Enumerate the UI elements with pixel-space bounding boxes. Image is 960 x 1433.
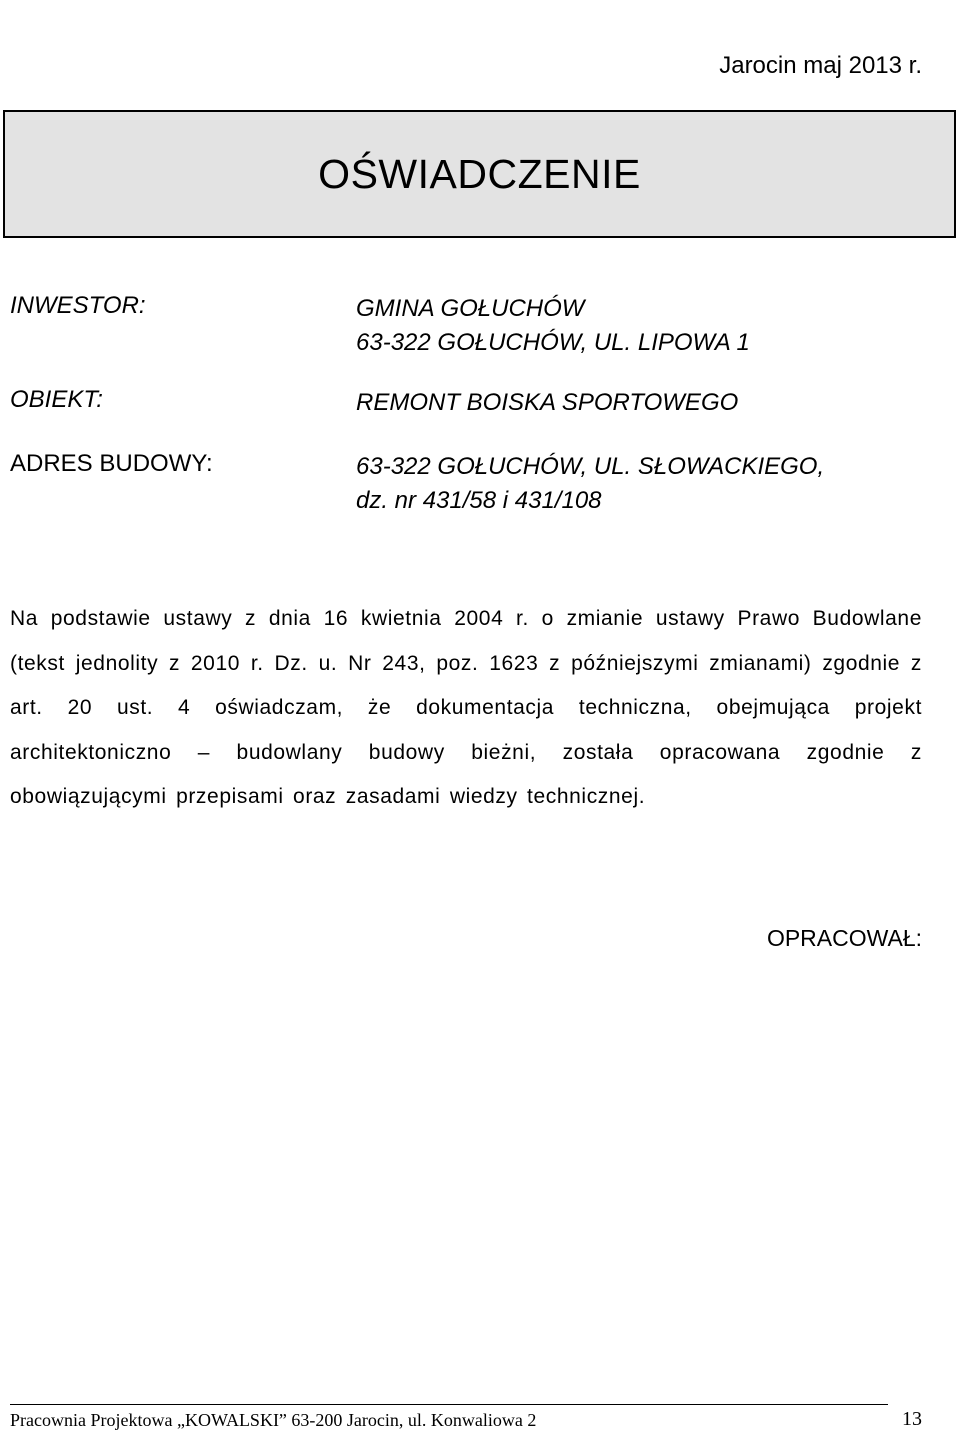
page-number: 13 (902, 1408, 922, 1430)
address-plots: dz. nr 431/58 i 431/108 (356, 487, 602, 514)
address-label: ADRES BUDOWY: (10, 450, 213, 477)
investor-address: 63-322 GOŁUCHÓW, UL. LIPOWA 1 (356, 329, 750, 356)
address-value (356, 450, 824, 518)
prepared-by-label: OPRACOWAŁ: (766, 925, 922, 951)
address-street: 63-322 GOŁUCHÓW, UL. SŁOWACKIEGO, (356, 453, 825, 480)
statement-text: Na podstawie ustawy z dnia 16 kwietnia 2004 r. o zmianie ustawy Prawo Budowlane (tekst jednolity z 2010 r. Dz. u. Nr 243, poz. 1623 z późniejszymi zmianami) zgodnie z art. 20 ust. 4 oświadczam, że dokumentacja techniczna, obejmująca projekt architektoniczno – budowlany budowy bieżni, została opracowana zgodnie z obowiązującymi przepisami oraz zasadami wiedzy technicznej. (10, 607, 922, 808)
investor-name: GMINA GOŁUCHÓW (356, 295, 585, 322)
object-value (356, 386, 738, 420)
investor-value (356, 292, 750, 360)
investor-label: INWESTOR: (10, 292, 146, 319)
date-line: Jarocin maj 2013 r. (719, 52, 922, 79)
object-name: REMONT BOISKA SPORTOWEGO (356, 389, 739, 416)
object-label: OBIEKT: (10, 386, 103, 413)
footer-text: Pracownia Projektowa „KOWALSKI” 63-200 Jarocin, ul. Konwaliowa 2 (10, 1410, 537, 1430)
title-box (3, 110, 956, 238)
document-title: OŚWIADCZENIE (318, 150, 641, 197)
footer-divider (10, 1404, 888, 1405)
